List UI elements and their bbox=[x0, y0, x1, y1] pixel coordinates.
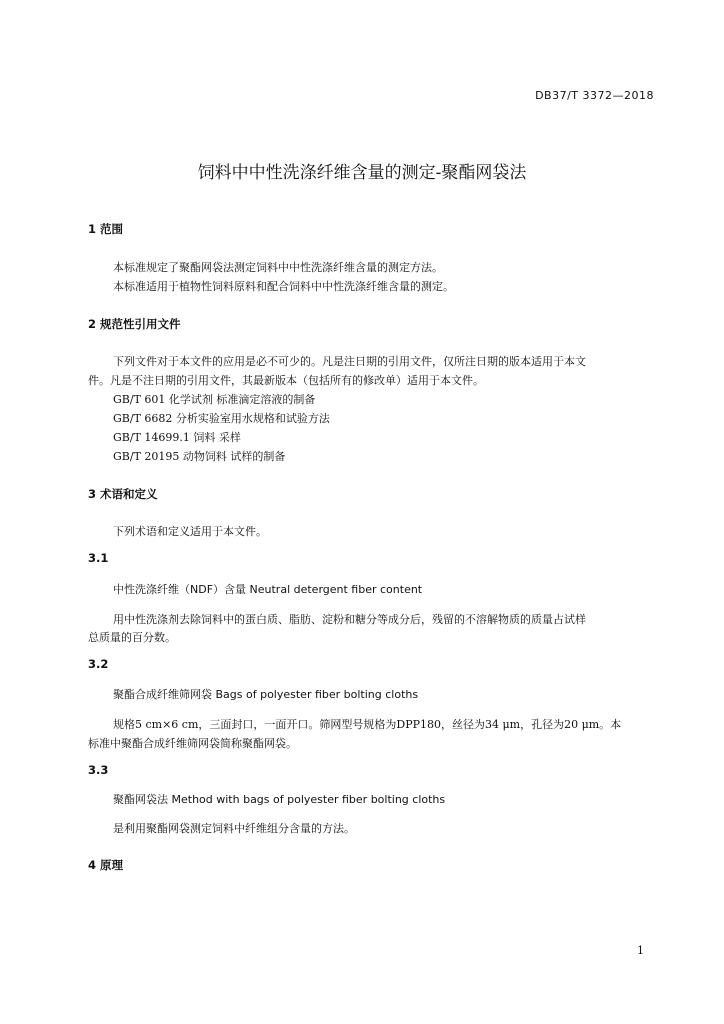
section-4-heading: 4 原理 bbox=[88, 858, 124, 872]
section-1-para-1: 本标准规定了聚酯网袋法测定饲料中中性洗涤纤维含量的测定方法。 bbox=[113, 261, 443, 274]
term-3-3-number: 3.3 bbox=[88, 763, 109, 777]
term-3-1-number: 3.1 bbox=[88, 551, 109, 565]
document-title: 饲料中中性洗涤纤维含量的测定-聚酯网袋法 bbox=[197, 163, 527, 183]
term-3-2-definition-line-2: 标准中聚酯合成纤维筛网袋简称聚酯网袋。 bbox=[88, 737, 297, 750]
term-3-3-title: 聚酯网袋法 Method with bags of polyester fiber bolting cloths bbox=[113, 793, 446, 806]
page-number: 1 bbox=[637, 944, 644, 957]
section-1-heading: 1 范围 bbox=[88, 222, 124, 236]
term-3-1-definition-line-2: 总质量的百分数。 bbox=[88, 631, 176, 644]
section-2-heading: 2 规范性引用文件 bbox=[88, 317, 181, 331]
document-number: DB37/T 3372—2018 bbox=[535, 89, 654, 102]
reference-item: GB/T 601 化学试剂 标准滴定溶液的制备 bbox=[113, 393, 316, 406]
section-2-para-line-1: 下列文件对于本文件的应用是必不可少的。凡是注日期的引用文件，仅所注日期的版本适用于本文 bbox=[113, 355, 586, 368]
section-3-para: 下列术语和定义适用于本文件。 bbox=[113, 525, 267, 538]
term-3-2-title: 聚酯合成纤维筛网袋 Bags of polyester fiber bolting cloths bbox=[113, 688, 419, 701]
reference-item: GB/T 14699.1 饲料 采样 bbox=[113, 431, 241, 444]
section-1-para-2: 本标准适用于植物性饲料原料和配合饲料中中性洗涤纤维含量的测定。 bbox=[113, 280, 454, 293]
term-3-2-number: 3.2 bbox=[88, 657, 109, 671]
section-2-para-line-2: 件。凡是不注日期的引用文件，其最新版本（包括所有的修改单）适用于本文件。 bbox=[88, 374, 484, 387]
term-3-3-definition-line-1: 是利用聚酯网袋测定饲料中纤维组分含量的方法。 bbox=[113, 822, 355, 835]
reference-item: GB/T 6682 分析实验室用水规格和试验方法 bbox=[113, 412, 330, 425]
reference-item: GB/T 20195 动物饲料 试样的制备 bbox=[113, 450, 286, 463]
section-3-heading: 3 术语和定义 bbox=[88, 487, 158, 501]
term-3-1-definition-line-1: 用中性洗涤剂去除饲料中的蛋白质、脂肪、淀粉和糖分等成分后，残留的不溶解物质的质量占试样 bbox=[113, 613, 586, 626]
term-3-2-definition-line-1: 规格5 cm×6 cm，三面封口，一面开口。筛网型号规格为DPP180，丝径为34 μm，孔径为20 μm。本 bbox=[113, 718, 622, 731]
term-3-1-title: 中性洗涤纤维（NDF）含量 Neutral detergent fiber content bbox=[113, 583, 423, 596]
